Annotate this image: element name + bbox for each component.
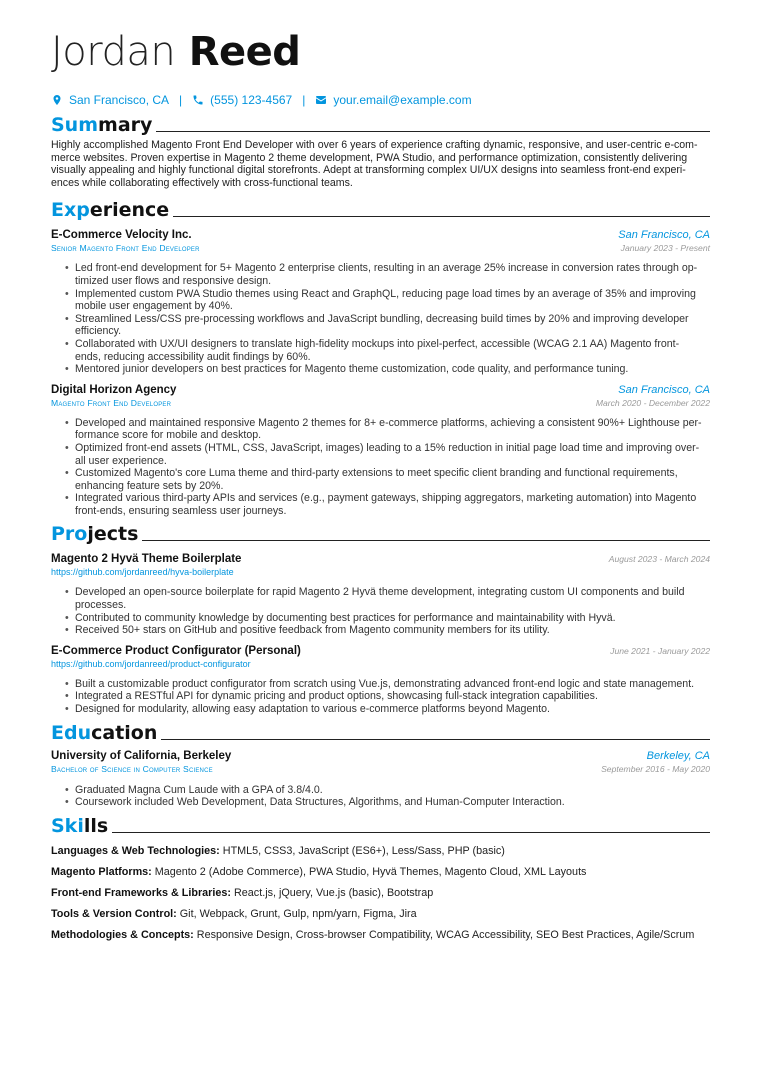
section-title-rest: lls — [83, 814, 109, 837]
job-date: March 2020 - December 2022 — [595, 397, 710, 408]
skill-row — [51, 929, 710, 942]
last-name: Reed — [188, 29, 301, 75]
project-entry — [51, 645, 710, 716]
phone-text: (555) 123-4567 — [210, 93, 293, 107]
bullet-item — [75, 690, 710, 703]
bullet-line: efficiency. — [75, 325, 122, 338]
skill-category: Tools & Version Control: — [51, 907, 177, 920]
bullet-item — [75, 288, 710, 313]
bullet-item — [75, 262, 710, 287]
bullet-line: Implemented custom PWA Studio themes using React and GraphQL, reducing page load times by an average of 35% and improving — [75, 287, 696, 300]
bullet-line: Built a customizable product configurator from scratch using Vue.js, demonstrating advanced front-end logic and state management. — [75, 677, 695, 690]
summary-line: ences while collaborating effectively with cross-functional teams. — [51, 176, 353, 189]
section-title-accent: Ski — [51, 814, 84, 837]
section-title — [51, 199, 169, 221]
envelope-icon — [315, 94, 327, 106]
job-date: January 2023 - Present — [620, 243, 710, 254]
bullet-item: • Graduated Magna Cum Laude with a GPA of 3.8/4.0. — [75, 784, 710, 797]
bullet-item — [75, 338, 710, 363]
section-title-accent: Edu — [51, 721, 92, 744]
section-rule — [112, 832, 710, 833]
section-title — [51, 815, 108, 837]
bullet-line: mobile user engagement by 40%. — [75, 300, 233, 313]
skill-row — [51, 866, 710, 879]
entry-subheader — [51, 567, 710, 577]
summary-line: merce websites. Proven expertise in Magento 2 theme development, PWA Studio, and performance optimization, consistently delivering — [51, 151, 688, 164]
project-link[interactable]: https://github.com/jordanreed/hyva-boilerplate — [51, 567, 234, 578]
section-title-accent: Pro — [51, 523, 88, 546]
job-title: Senior Magento Front End Developer — [51, 243, 200, 254]
map-marker-icon — [51, 94, 63, 106]
skill-category: Methodologies & Concepts: — [51, 928, 194, 941]
skill-category: Front-end Frameworks & Libraries: — [51, 886, 231, 899]
skills-heading — [51, 815, 710, 837]
job-location: San Francisco, CA — [618, 383, 710, 396]
summary-line: Highly accomplished Magento Front End Developer with over 6 years of experience crafting dynamic, responsive, and user-centric e-com- — [51, 139, 698, 151]
project-date: June 2021 - January 2022 — [610, 645, 710, 656]
degree: Bachelor of Science in Computer Science — [51, 763, 213, 774]
section-rule — [142, 540, 710, 541]
section-title — [51, 722, 157, 744]
projects-list — [51, 553, 710, 715]
skill-values: HTML5, CSS3, JavaScript (ES6+), Less/Sass, PHP (basic) — [219, 844, 505, 857]
bullet-item — [75, 586, 710, 611]
company-name: Digital Horizon Agency — [51, 383, 177, 396]
bullet-line: Customized Magento's core Luma theme and third-party extensions to meet specific client branding and functional requirements, — [75, 467, 678, 480]
section-title — [51, 114, 152, 136]
company-name: E-Commerce Velocity Inc. — [51, 229, 192, 242]
summary-heading — [51, 114, 710, 136]
skill-row — [51, 845, 710, 858]
entry-header — [51, 645, 710, 657]
bullet-line: Mentored junior developers on best practices for Magento theme customization, code quality, and performance tuning. — [75, 363, 629, 376]
bullet-line: Contributed to community knowledge by documenting best practices for performance and maintainability with Hyvä. — [75, 611, 616, 624]
bullet-line: processes. — [75, 599, 127, 612]
projects-heading — [51, 523, 710, 545]
entry-header — [51, 229, 710, 241]
contact-location — [51, 93, 169, 107]
contact-separator: | — [302, 93, 306, 107]
job-title: Magento Front End Developer — [51, 397, 172, 408]
bullet-line: all user experience. — [75, 454, 167, 467]
bullet-line: Led front-end development for 5+ Magento 2 enterprise clients, resulting in an average 25% increase in conversion rates through op- — [75, 262, 698, 275]
skill-values: Magento 2 (Adobe Commerce), PWA Studio, Hyvä Themes, Magento Cloud, XML Layouts — [151, 865, 587, 878]
email-link[interactable]: your.email@example.com — [333, 93, 472, 107]
bullet-line: enhancing feature sets by 20%. — [75, 479, 224, 492]
skill-category: Languages & Web Technologies: — [51, 844, 220, 857]
entry-subheader — [51, 243, 710, 253]
contact-phone[interactable] — [192, 93, 292, 107]
bullet-line: Received 50+ stars on GitHub and positive feedback from Magento community members for its utility. — [75, 624, 550, 637]
bullet-line: Developed an open-source boilerplate for rapid Magento 2 Hyvä theme development, integrating custom UI components and build — [75, 586, 685, 599]
summary-line: visually appealing and highly functional digital storefronts. Adept at transforming complex UI/UX designs into seamless front-end experi- — [51, 164, 686, 177]
experience-bullets — [51, 262, 710, 375]
experience-bullets — [51, 417, 710, 518]
bullet-item — [75, 624, 710, 637]
contact-separator: | — [179, 93, 183, 107]
education-bullets — [51, 784, 710, 809]
experience-heading — [51, 199, 710, 221]
summary-text — [51, 139, 710, 189]
bullet-item: • Coursework included Web Development, Data Structures, Algorithms, and Human-Computer Interaction. — [75, 796, 710, 809]
skill-values: React.js, jQuery, Vue.js (basic), Bootstrap — [230, 886, 434, 899]
section-title-accent: Sum — [51, 114, 99, 136]
school-location: Berkeley, CA — [646, 749, 710, 762]
bullet-item — [75, 492, 710, 517]
skill-values: Responsive Design, Cross-browser Compatibility, WCAG Accessibility, SEO Best Practices, Agile/Scrum — [193, 928, 695, 941]
location-text: San Francisco, CA — [69, 93, 170, 107]
section-title-rest: mary — [98, 114, 153, 136]
skill-row — [51, 887, 710, 900]
project-link[interactable]: https://github.com/jordanreed/product-configurator — [51, 658, 251, 669]
entry-subheader — [51, 398, 710, 408]
bullet-item — [75, 612, 710, 625]
bullet-line: Designed for modularity, allowing easy adaptation to various e-commerce platforms beyond Magento. — [75, 703, 551, 716]
bullet-item — [75, 363, 710, 376]
section-title-rest: jects — [87, 523, 139, 546]
entry-subheader — [51, 659, 710, 669]
project-entry — [51, 553, 710, 636]
experience-list — [51, 229, 710, 517]
bullet-line: front-ends, ensuring seamless user journeys. — [75, 504, 287, 517]
skills-list — [51, 845, 710, 942]
section-rule — [156, 131, 710, 132]
skill-values: Git, Webpack, Grunt, Gulp, npm/yarn, Figma, Jira — [176, 907, 417, 920]
candidate-name — [51, 30, 710, 74]
skill-row — [51, 908, 710, 921]
bullet-item — [75, 417, 710, 442]
project-date: August 2023 - March 2024 — [608, 554, 710, 565]
experience-entry — [51, 229, 710, 375]
bullet-line: Integrated a RESTful API for dynamic pricing and product options, showcasing full-stack integration capabilities. — [75, 690, 598, 703]
section-title-rest: cation — [91, 721, 158, 744]
contact-email[interactable] — [315, 93, 471, 107]
bullet-item — [75, 442, 710, 467]
bullet-item — [75, 313, 710, 338]
experience-entry — [51, 384, 710, 518]
section-title — [51, 523, 138, 545]
bullet-line: Streamlined Less/CSS pre-processing workflows and JavaScript bundling, decreasing build times by 20% and improving developer — [75, 312, 689, 325]
bullet-line: ends, reducing accessibility audit findings by 60%. — [75, 350, 311, 363]
bullet-item — [75, 467, 710, 492]
entry-header — [51, 384, 710, 396]
section-title-accent: Exp — [51, 199, 90, 222]
section-title-rest: erience — [89, 199, 170, 222]
project-title: Magento 2 Hyvä Theme Boilerplate — [51, 553, 242, 566]
phone-icon — [192, 94, 204, 106]
first-name: Jordan — [51, 29, 176, 75]
contact-bar — [51, 92, 710, 108]
bullet-item — [75, 678, 710, 691]
project-title: E-Commerce Product Configurator (Personal) — [51, 644, 301, 657]
bullet-line: formance score for mobile and desktop. — [75, 429, 262, 442]
entry-header — [51, 553, 710, 565]
bullet-item — [75, 703, 710, 716]
education-entry — [51, 750, 710, 809]
bullet-line: Integrated various third-party APIs and services (e.g., payment gateways, shipping aggregators, marketing automation) into Magento — [75, 492, 697, 505]
school-name: University of California, Berkeley — [51, 749, 232, 762]
bullet-line: Developed and maintained responsive Magento 2 themes for 8+ e-commerce platforms, achieving a consistent 90%+ Lighthouse per- — [75, 416, 702, 429]
project-bullets — [51, 586, 710, 636]
bullet-line: Optimized front-end assets (HTML, CSS, JavaScript, images) leading to a 15% reduction in initial page load time and improving over- — [75, 441, 700, 454]
bullet-line: Collaborated with UX/UI designers to translate high-fidelity mockups into pixel-perfect, accessible (WCAG 2.1 AA) Magento front- — [75, 337, 680, 350]
project-bullets — [51, 678, 710, 716]
education-date: September 2016 - May 2020 — [601, 763, 710, 774]
section-rule — [161, 739, 710, 740]
bullet-line: timized user flows and responsive design. — [75, 274, 272, 287]
education-heading — [51, 722, 710, 744]
section-rule — [173, 216, 710, 217]
job-location: San Francisco, CA — [618, 229, 710, 242]
skill-category: Magento Platforms: — [51, 865, 152, 878]
